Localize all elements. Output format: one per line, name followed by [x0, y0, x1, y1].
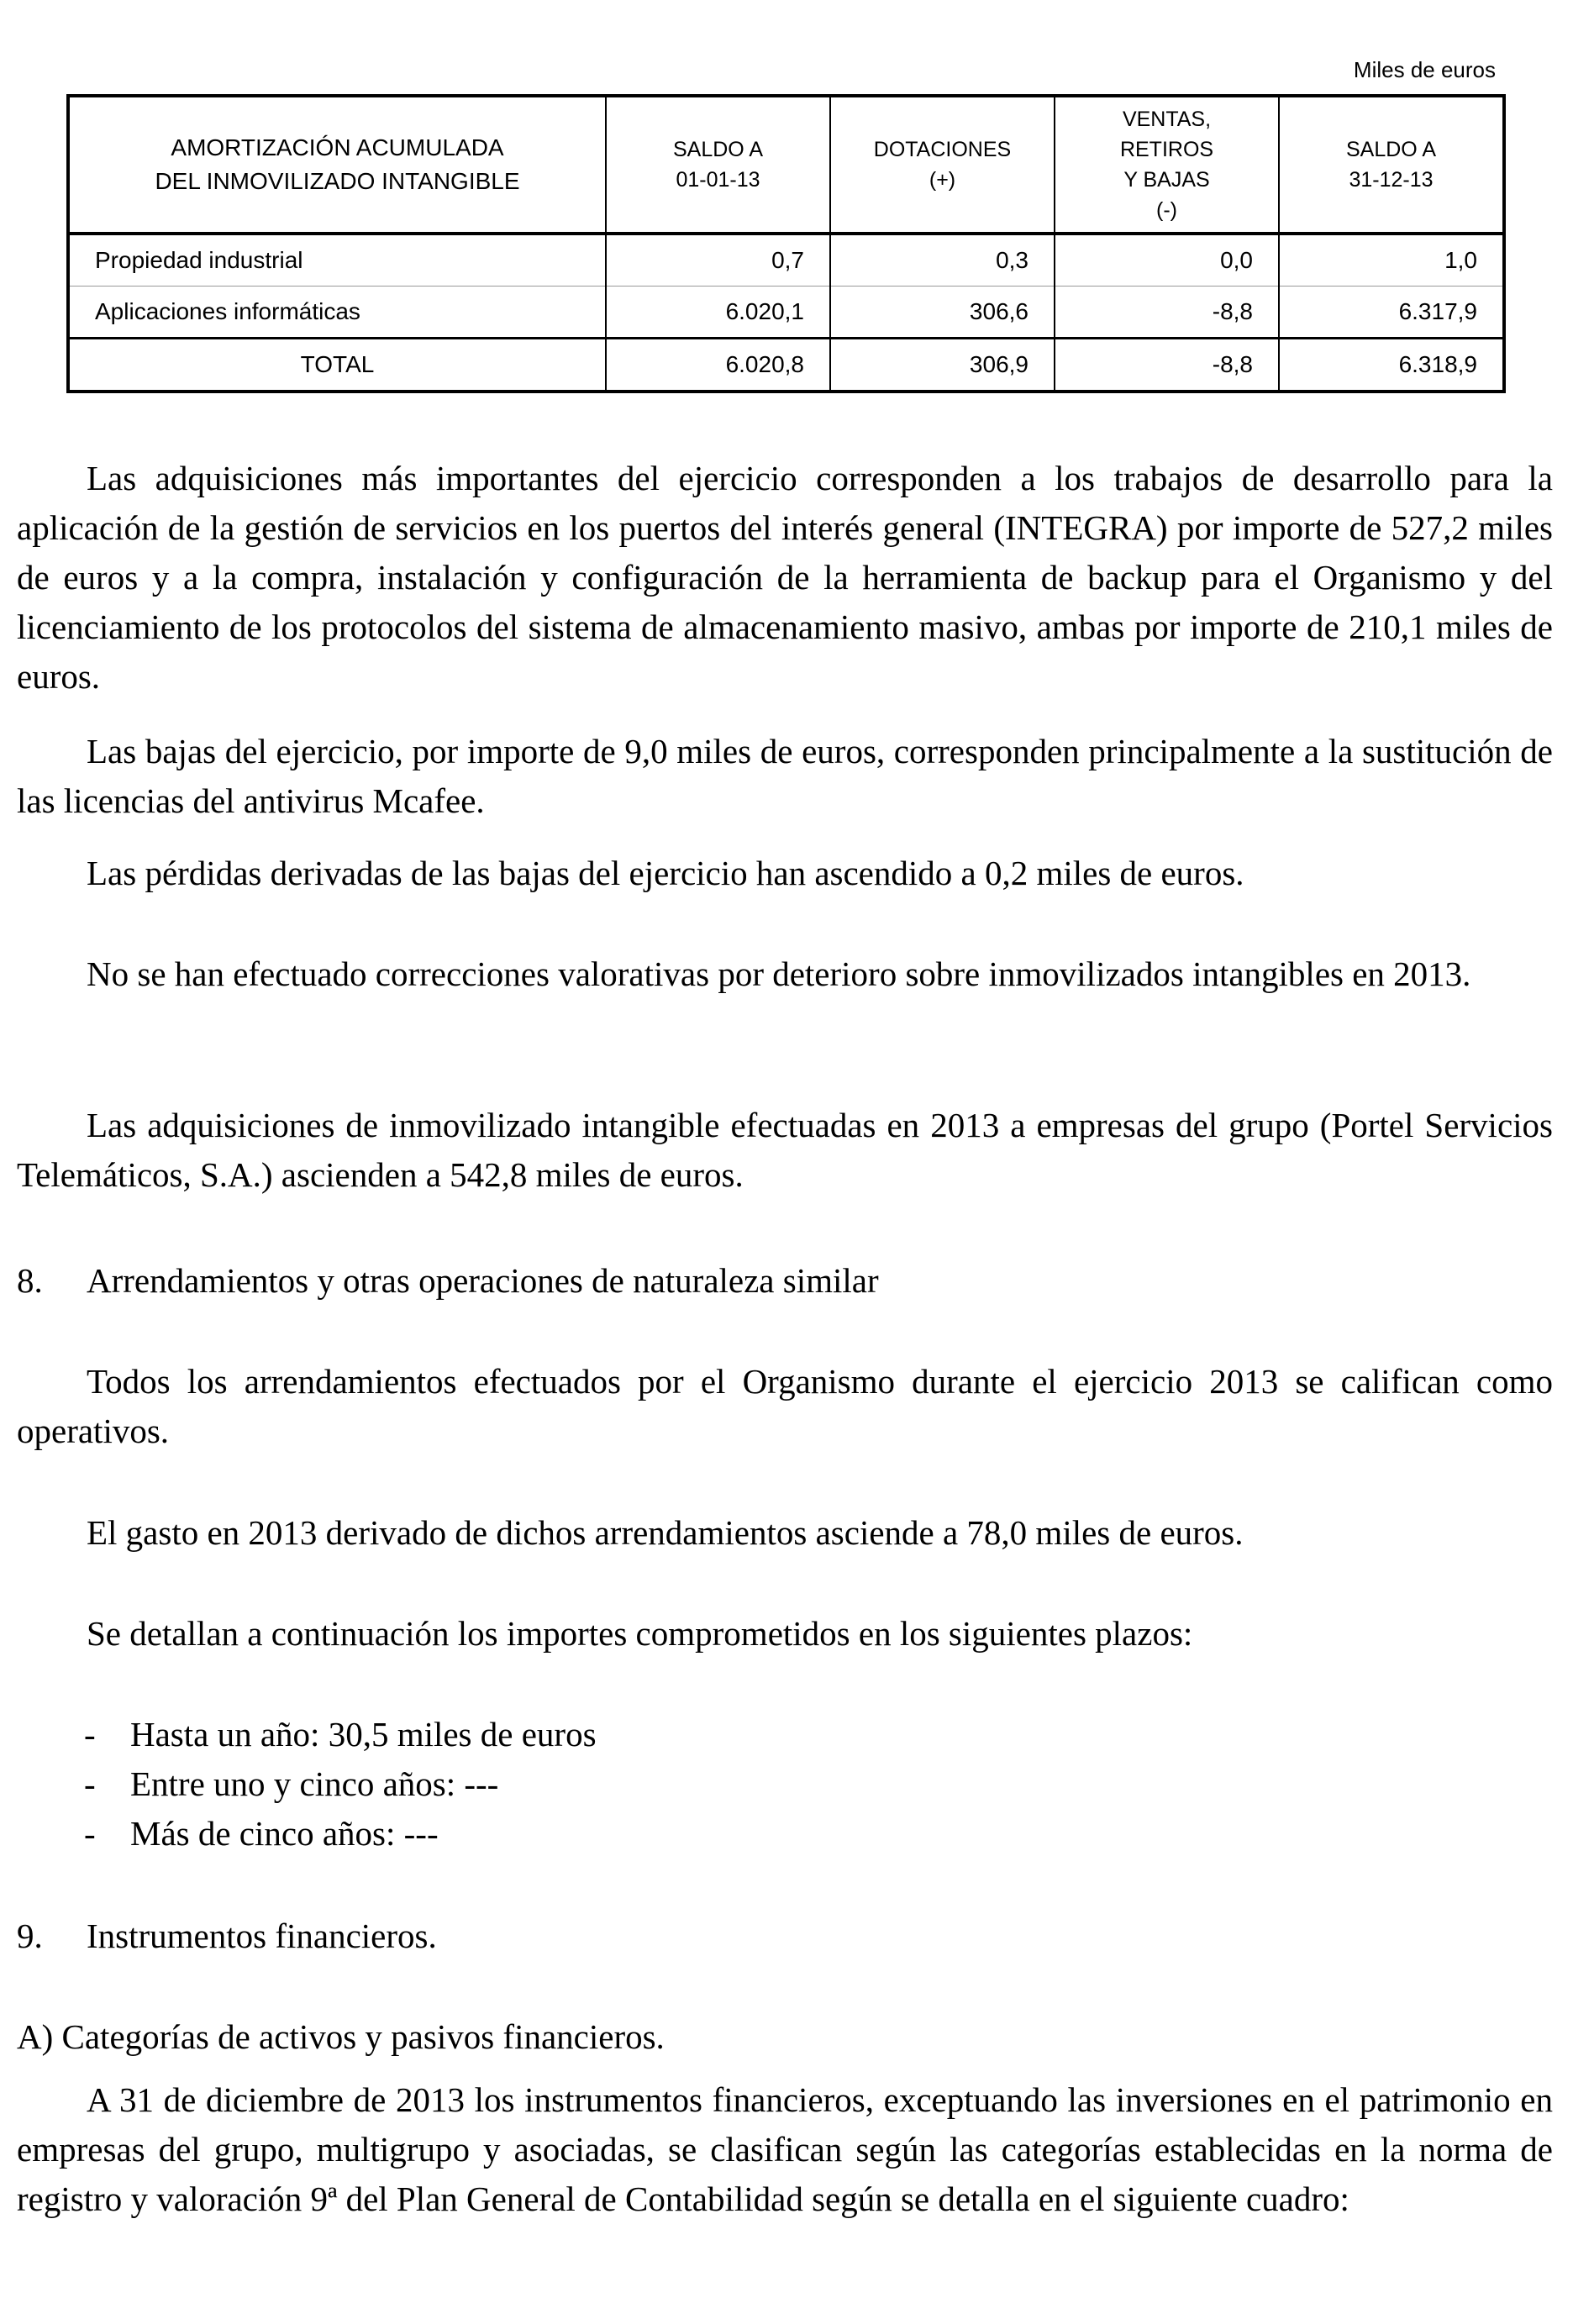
- total-saldo-final: 6.318,9: [1279, 339, 1504, 392]
- heading-section-8-text: Arrendamientos y otras operaciones de naturaleza similar: [87, 1261, 879, 1300]
- header-bajas-line3: Y BAJAS: [1123, 168, 1210, 192]
- row-label: Aplicaciones informáticas: [68, 287, 606, 339]
- row-saldo-inicial: 6.020,1: [606, 287, 830, 339]
- heading-section-8-number: 8.: [17, 1261, 43, 1300]
- header-saldo-inicial: [606, 96, 830, 234]
- amortization-table: [66, 94, 1506, 393]
- row-saldo-final: 6.317,9: [1279, 287, 1504, 339]
- paragraph-correcciones: No se han efectuado correcciones valorativas por deterioro sobre inmovilizados intangibles en 2013.: [87, 954, 1471, 993]
- header-saldo-final: [1279, 96, 1504, 234]
- list-item: [84, 1710, 597, 1759]
- list-dash: -: [84, 1715, 96, 1754]
- list-item-text: Hasta un año: 30,5 miles de euros: [130, 1715, 597, 1754]
- paragraph-empresas-grupo: Las adquisiciones de inmovilizado intangible efectuadas en 2013 a empresas del grupo (Portel Servicios Telemáticos, S.A.) ascienden a 542,8 miles de euros.: [17, 1106, 1553, 1194]
- row-bajas: -8,8: [1055, 287, 1279, 339]
- total-dotaciones: 306,9: [830, 339, 1055, 392]
- paragraph-arrendamientos: Todos los arrendamientos efectuados por el Organismo durante el ejercicio 2013 se califican como operativos.: [17, 1362, 1553, 1450]
- paragraph-categorias: A 31 de diciembre de 2013 los instrumentos financieros, exceptuando las inversiones en el patrimonio en empresas del grupo, multigrupo y asociadas, se clasifican según las categorías establecidas en la norma de registro y valoración 9ª del Plan General de Contabilidad según se detalla en el siguiente cuadro:: [17, 2080, 1553, 2218]
- header-bajas-line4: (-): [1156, 198, 1177, 222]
- total-bajas: -8,8: [1055, 339, 1279, 392]
- header-concept-line2: DEL INMOVILIZADO INTANGIBLE: [155, 168, 520, 194]
- paragraph-adquisiciones: Las adquisiciones más importantes del ejercicio corresponden a los trabajos de desarrollo para la aplicación de la gestión de servicios en los puertos del interés general (INTEGRA) por importe de 527,2 miles de euros y a la compra, instalación y configuración de la herramienta de backup para el Organismo y del licenciamiento de los protocolos del sistema de almacenamiento masivo, ambas por importe de 210,1 miles de euros.: [17, 459, 1553, 696]
- list-dash: -: [84, 1814, 96, 1853]
- list-item-text: Más de cinco años: ---: [130, 1814, 439, 1853]
- list-dash: -: [84, 1764, 96, 1803]
- paragraph-importes: Se detallan a continuación los importes comprometidos en los siguientes plazos:: [87, 1614, 1193, 1653]
- header-dotaciones: [830, 96, 1055, 234]
- row-dotaciones: 306,6: [830, 287, 1055, 339]
- list-item: [84, 1809, 439, 1859]
- list-item-text: Entre uno y cinco años: ---: [130, 1764, 499, 1803]
- heading-subsection-a: A) Categorías de activos y pasivos financieros.: [17, 2017, 665, 2056]
- header-bajas-line1: VENTAS,: [1122, 108, 1212, 131]
- list-item: [84, 1759, 498, 1809]
- row-saldo-inicial: 0,7: [606, 234, 830, 287]
- row-bajas: 0,0: [1055, 234, 1279, 287]
- header-dotaciones-line1: DOTACIONES: [873, 138, 1012, 161]
- header-saldo-inicial-line2: 01-01-13: [676, 168, 760, 192]
- table-header-row: [68, 96, 1504, 234]
- header-concept: [68, 96, 606, 234]
- table-units-label: Miles de euros: [1353, 57, 1496, 82]
- heading-section-9-text: Instrumentos financieros.: [87, 1917, 437, 1955]
- table-total-row: [68, 339, 1504, 392]
- header-bajas-line2: RETIROS: [1119, 138, 1214, 161]
- row-dotaciones: 0,3: [830, 234, 1055, 287]
- total-saldo-inicial: 6.020,8: [606, 339, 830, 392]
- table-row: [68, 234, 1504, 287]
- header-saldo-final-line2: 31-12-13: [1349, 168, 1434, 192]
- row-saldo-final: 1,0: [1279, 234, 1504, 287]
- header-saldo-inicial-line1: SALDO A: [673, 138, 763, 161]
- row-label: Propiedad industrial: [68, 234, 606, 287]
- heading-section-8: [17, 1256, 1553, 1306]
- paragraph-gasto: El gasto en 2013 derivado de dichos arrendamientos asciende a 78,0 miles de euros.: [87, 1513, 1244, 1552]
- header-dotaciones-line2: (+): [929, 168, 956, 192]
- paragraph-bajas: Las bajas del ejercicio, por importe de 9,0 miles de euros, corresponden principalmente a la sustitución de las licencias del antivirus Mcafee.: [17, 732, 1553, 820]
- header-saldo-final-line1: SALDO A: [1346, 138, 1436, 161]
- table-row: [68, 287, 1504, 339]
- heading-section-9: [17, 1911, 1553, 1961]
- total-label: TOTAL: [68, 339, 606, 392]
- heading-section-9-number: 9.: [17, 1917, 43, 1955]
- header-bajas: [1055, 96, 1279, 234]
- paragraph-perdidas: Las pérdidas derivadas de las bajas del ejercicio han ascendido a 0,2 miles de euros.: [87, 854, 1244, 892]
- header-concept-line1: AMORTIZACIÓN ACUMULADA: [171, 134, 504, 160]
